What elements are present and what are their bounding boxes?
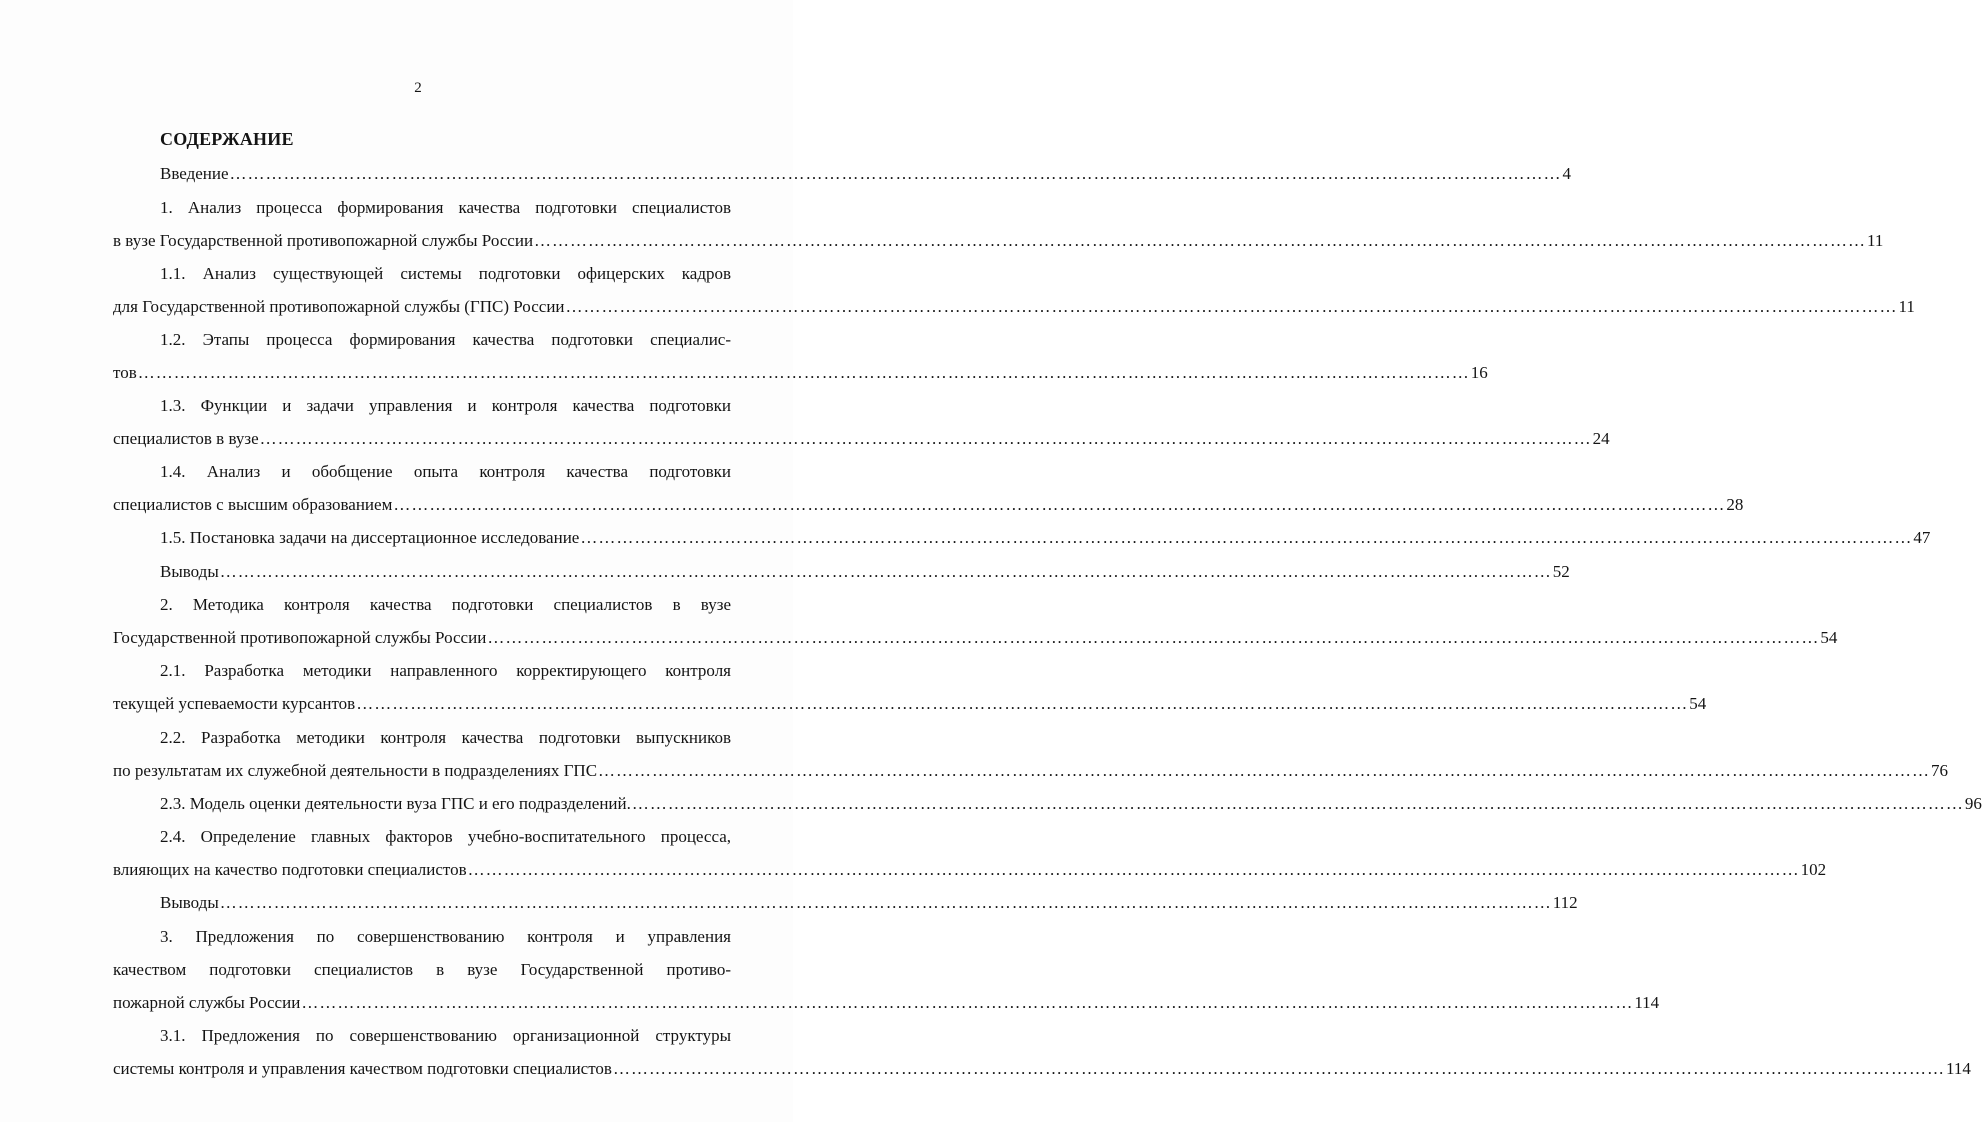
toc-entry-intro[interactable]	[160, 163, 1572, 185]
toc-entry-1-1[interactable]	[113, 296, 1915, 318]
toc-entry-3[interactable]	[113, 992, 1660, 1014]
toc-entry-1-2[interactable]	[113, 362, 1488, 384]
toc-entry-title: Государственной противопожарной службы России	[113, 628, 487, 647]
toc-leader-dots: ……………………………………………………………………………………………………………………………………………………………………………………………………	[598, 761, 1931, 780]
toc-leader-dots: ……………………………………………………………………………………………………………………………………………………………………………………………………	[487, 628, 1820, 647]
toc-leader-dots: ……………………………………………………………………………………………………………………………………………………………………………………………………	[229, 164, 1562, 183]
toc-leader-dots: ……………………………………………………………………………………………………………………………………………………………………………………………………	[219, 893, 1552, 912]
toc-entry-page: 102	[1800, 860, 1827, 879]
toc-entry-page: 96	[1964, 794, 1982, 813]
toc-entry-3-line2[interactable]: качеством подготовки специалистов в вузе Государственной противо-	[113, 960, 731, 979]
toc-leader-dots: ……………………………………………………………………………………………………………………………………………………………………………………………………	[565, 297, 1898, 316]
toc-entry-title: тов	[113, 363, 137, 382]
toc-entry-page: 54	[1820, 628, 1838, 647]
page-number: 2	[414, 80, 422, 96]
toc-entry-page: 28	[1726, 495, 1744, 514]
toc-entry-3-line1[interactable]: 3. Предложения по совершенствованию контроля и управления	[160, 927, 731, 946]
toc-entry-title: Выводы	[160, 562, 219, 581]
toc-entry-page: 11	[1867, 231, 1884, 250]
toc-entry-1-4-line1[interactable]: 1.4. Анализ и обобщение опыта контроля качества подготовки	[160, 462, 731, 481]
toc-entry-page: 54	[1689, 694, 1707, 713]
toc-entry-1-4[interactable]	[113, 494, 1744, 516]
toc-entry-2-line1[interactable]: 2. Методика контроля качества подготовки специалистов в вузе	[160, 595, 731, 614]
toc-entry-title: 1.5. Постановка задачи на диссертационное исследование	[160, 528, 580, 547]
toc-leader-dots: ……………………………………………………………………………………………………………………………………………………………………………………………………	[393, 495, 1726, 514]
toc-leader-dots: ……………………………………………………………………………………………………………………………………………………………………………………………………	[612, 1059, 1945, 1078]
toc-entry-page: 112	[1552, 893, 1578, 912]
toc-entry-2-2[interactable]	[113, 760, 1949, 782]
toc-entry-page: 114	[1634, 993, 1660, 1012]
toc-entry-2-4[interactable]	[113, 859, 1827, 881]
toc-entry-1-3[interactable]	[113, 428, 1610, 450]
toc-entry-1[interactable]	[113, 230, 1884, 252]
toc-entry-page: 4	[1562, 164, 1572, 183]
toc-entry-3-1[interactable]	[113, 1058, 1971, 1080]
toc-entry-1-line1[interactable]: 1. Анализ процесса формирования качества подготовки специалистов	[160, 198, 731, 217]
toc-leader-dots: ……………………………………………………………………………………………………………………………………………………………………………………………………	[219, 562, 1552, 581]
toc-entry-2[interactable]	[113, 627, 1838, 649]
toc-entry-1-1-line1[interactable]: 1.1. Анализ существующей системы подготовки офицерских кадров	[160, 264, 731, 283]
toc-entry-3-1-line1[interactable]: 3.1. Предложения по совершенствованию организационной структуры	[160, 1026, 731, 1045]
toc-heading: СОДЕРЖАНИЕ	[160, 129, 294, 149]
toc-entry-page: 47	[1913, 528, 1931, 547]
toc-entry-page: 76	[1931, 761, 1949, 780]
toc-entry-page: 114	[1945, 1059, 1971, 1078]
toc-entry-title: текущей успеваемости курсантов	[113, 694, 356, 713]
toc-leader-dots: ……………………………………………………………………………………………………………………………………………………………………………………………………	[301, 993, 1634, 1012]
toc-leader-dots: ……………………………………………………………………………………………………………………………………………………………………………………………………	[631, 794, 1964, 813]
toc-leader-dots: ……………………………………………………………………………………………………………………………………………………………………………………………………	[580, 528, 1913, 547]
toc-entry-title: специалистов с высшим образованием	[113, 495, 393, 514]
toc-entry-conclusions-2[interactable]	[160, 892, 1578, 914]
toc-entry-page: 11	[1898, 297, 1915, 316]
toc-entry-2-2-line1[interactable]: 2.2. Разработка методики контроля качества подготовки выпускников	[160, 728, 731, 747]
toc-entry-title: влияющих на качество подготовки специалистов	[113, 860, 467, 879]
toc-entry-title: в вузе Государственной противопожарной службы России	[113, 231, 534, 250]
toc-entry-2-3[interactable]	[160, 793, 1982, 815]
toc-entry-title: по результатам их служебной деятельности в подразделениях ГПС	[113, 761, 598, 780]
toc-entry-1-2-line1[interactable]: 1.2. Этапы процесса формирования качества подготовки специалис-	[160, 330, 731, 349]
toc-entry-page: 24	[1592, 429, 1610, 448]
toc-entry-title: пожарной службы России	[113, 993, 301, 1012]
toc-entry-title: Выводы	[160, 893, 219, 912]
toc-entry-title: системы контроля и управления качеством подготовки специалистов	[113, 1059, 612, 1078]
toc-leader-dots: ……………………………………………………………………………………………………………………………………………………………………………………………………	[467, 860, 1800, 879]
toc-entry-title: специалистов в вузе	[113, 429, 259, 448]
toc-leader-dots: ……………………………………………………………………………………………………………………………………………………………………………………………………	[356, 694, 1689, 713]
toc-entry-title: Введение	[160, 164, 229, 183]
toc-entry-title: 2.3. Модель оценки деятельности вуза ГПС и его подразделений.	[160, 794, 631, 813]
toc-leader-dots: ……………………………………………………………………………………………………………………………………………………………………………………………………	[534, 231, 1867, 250]
toc-entry-2-1[interactable]	[113, 693, 1707, 715]
toc-entry-2-1-line1[interactable]: 2.1. Разработка методики направленного корректирующего контроля	[160, 661, 731, 680]
toc-entry-page: 52	[1552, 562, 1570, 581]
toc-entry-page: 16	[1470, 363, 1488, 382]
toc-leader-dots: ……………………………………………………………………………………………………………………………………………………………………………………………………	[137, 363, 1470, 382]
toc-entry-title: для Государственной противопожарной службы (ГПС) России	[113, 297, 565, 316]
toc-entry-1-3-line1[interactable]: 1.3. Функции и задачи управления и контроля качества подготовки	[160, 396, 731, 415]
toc-entry-1-5[interactable]	[160, 527, 1931, 549]
toc-leader-dots: ……………………………………………………………………………………………………………………………………………………………………………………………………	[259, 429, 1592, 448]
toc-entry-2-4-line1[interactable]: 2.4. Определение главных факторов учебно-воспитательного процесса,	[160, 827, 731, 846]
toc-entry-conclusions-1[interactable]	[160, 561, 1570, 583]
